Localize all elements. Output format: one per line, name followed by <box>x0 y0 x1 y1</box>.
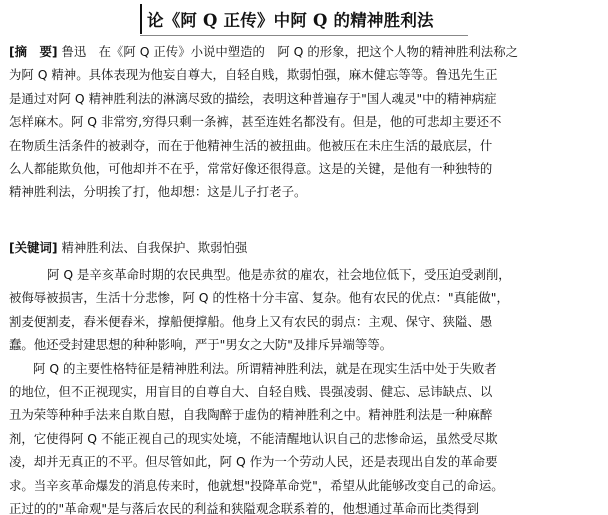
body-line-9: 凌，却并无真正的不平。但尽管如此，阿 Q 作为一个劳动人民，还是表现出自发的革命要 <box>9 454 498 470</box>
abstract-line-2: 为阿 Q 精神。具体表现为他妄自尊大，自轻自贱，欺弱怕强，麻木健忘等等。鲁迅先生正 <box>9 67 498 83</box>
body-line-2: 被侮辱被损害，生活十分悲惨，阿 Q 的性格十分丰富、复杂。他有农民的优点："真能做"， <box>9 290 509 306</box>
body-line-5: 阿 Q 的主要性格特征是精神胜利法。所谓精神胜利法，就是在现实生活中处于失败者 <box>33 360 497 376</box>
abstract-line-5: 在物质生活条件的被剥夺，而在于他精神生活的被扭曲。他被压在未庄生活的最底层，什 <box>9 137 493 153</box>
body-line-4: 蠢。他还受封建思想的种种影响，严于"男女之大防"及排斥异端等等。 <box>9 337 393 353</box>
page-title: 论《阿 Q 正传》中阿 Q 的精神胜利法 <box>147 11 434 30</box>
title-bar <box>140 4 434 34</box>
abstract-line-6: 么人都能欺负他，可他却并不在乎，常常好像还很得意。这是的关键，是他有一种独特的 <box>9 160 493 176</box>
abstract-label: [摘 要] <box>9 44 58 59</box>
keywords-label: [关键词] <box>9 240 58 255</box>
abstract-section <box>9 40 601 204</box>
abstract-line-7: 精神胜利法，分明挨了打，他却想：这是儿子打老子。 <box>9 184 307 200</box>
abstract-line-3: 是通过对阿 Q 精神胜利法的淋漓尽致的描绘，表明这种普遍存于"国人魂灵"中的精神病症 <box>9 90 497 106</box>
keywords-text: 精神胜利法、自我保护、欺弱怕强 <box>57 240 248 255</box>
body-line-11: 正过的的"革命观"是与落后农民的利益和狭隘观念联系着的，他想通过革命而比类得到 <box>9 500 479 515</box>
body-line-8: 剂，它使得阿 Q 不能正视自己的现实处境，不能清醒地认识自己的悲惨命运，虽然受尽欺 <box>9 430 498 446</box>
abstract-line-4: 怎样麻木。阿 Q 非常穷,穷得只剩一条裤，甚至连姓名都没有。但是，他的可悲却主要还不 <box>9 114 502 130</box>
keywords-section <box>9 236 601 259</box>
keywords-line <box>9 236 601 259</box>
body-line-3: 割麦便割麦，舂米便舂米，撑船便撑船。他身上又有农民的弱点：主观、保守、狭隘、愚 <box>9 313 493 329</box>
body-line-7: 丑为荣等种种手法来自欺自慰，自我陶醉于虚伪的精神胜利之中。精神胜利法是一种麻醉 <box>9 407 493 423</box>
abstract-line-1 <box>9 40 601 63</box>
body-section <box>9 263 601 515</box>
body-line-10: 求。当辛亥革命爆发的消息传来时，他就想"投降革命党"，希望从此能够改变自己的命运。 <box>9 477 504 493</box>
abstract-line-text: 鲁迅 在《阿 Q 正传》小说中塑造的 阿 Q 的形象，把这个人物的精神胜利法称之 <box>57 44 518 59</box>
body-line-6: 的地位，但不正视现实，用盲目的自尊自大、自轻自贱、畏强凌弱、健忘、忌讳缺点、以 <box>9 383 493 399</box>
title-underline <box>140 35 468 36</box>
body-line-1: 阿 Q 是辛亥革命时期的农民典型。他是赤贫的雇农，社会地位低下，受压迫受剥削， <box>47 267 511 282</box>
